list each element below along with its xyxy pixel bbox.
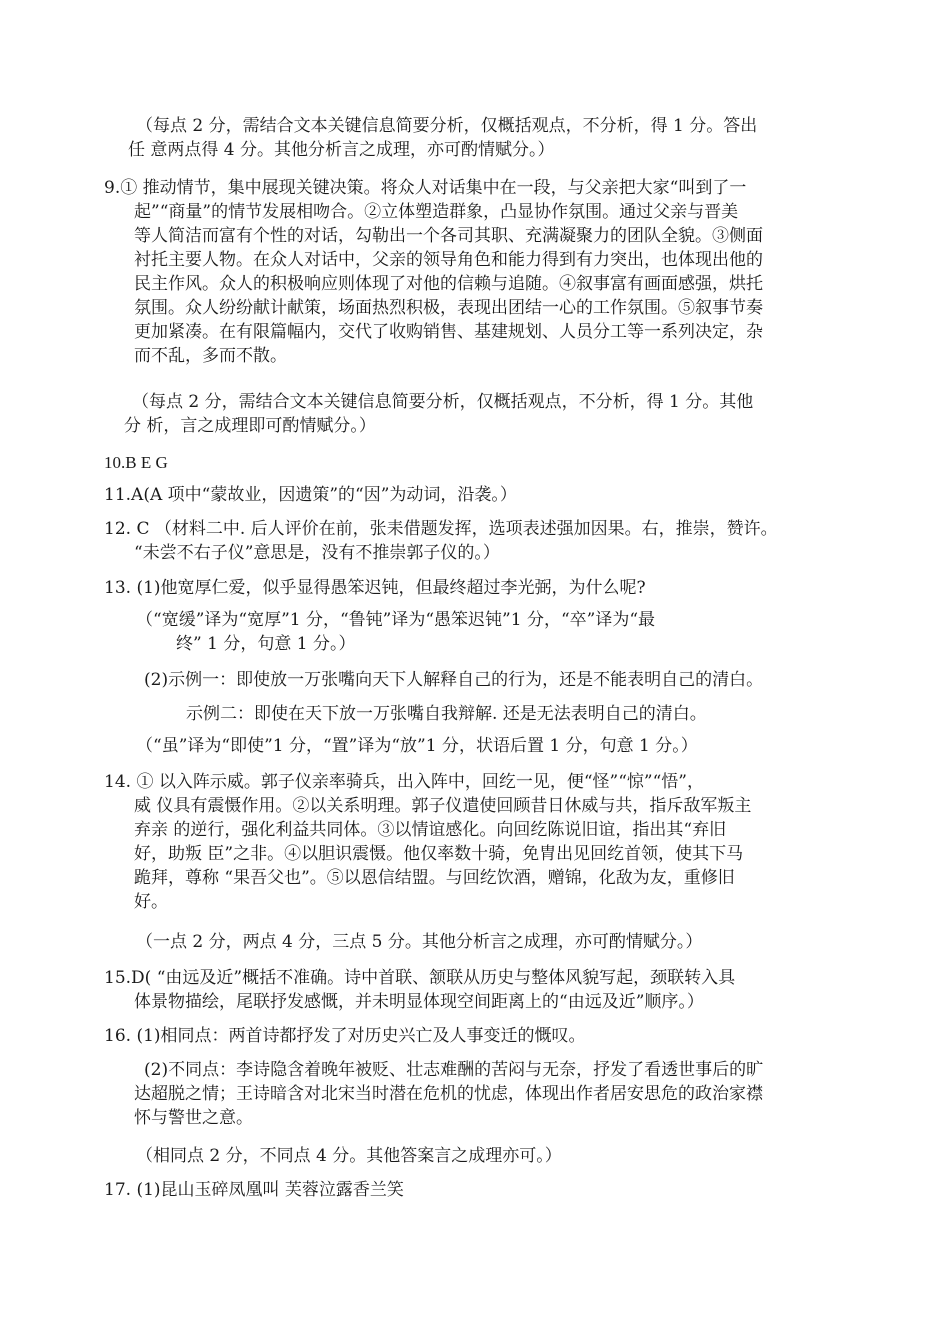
- q9-line-7: 更加紧凑。在有限篇幅内，交代了收购销售、基建规划、人员分工等一系列决定，杂: [134, 322, 763, 342]
- q14-line-5: 跪拜，尊称 “果吾父也”。⑤以恩信结盟。与回纥饮酒，赠锦，化敌为友，重修旧: [134, 868, 735, 888]
- q10-line: 10.B E G: [104, 453, 168, 472]
- q16-part-2-line-3: 怀与警世之意。: [134, 1108, 253, 1128]
- q9-line-2: 起”“商量”的情节发展相吻合。②立体塑造群象，凸显协作氛围。通过父亲与晋美: [134, 202, 739, 222]
- q12-line-2: “未尝不右子仪”意思是，没有不推崇郭子仪的。）: [134, 543, 500, 563]
- q9-line-1: 9.① 推动情节，集中展现关键决策。将众人对话集中在一段，与父亲把大家“叫到了一: [104, 178, 747, 198]
- q16-part-2-line-1: (2)不同点：李诗隐含着晚年被贬、壮志难酬的苦闷与无奈，抒发了看透世事后的旷: [144, 1060, 764, 1080]
- q14-scoring-note: [136, 930, 702, 954]
- q16-scoring-note: [136, 1144, 562, 1168]
- q9-line-8: 而不乱，多而不散。: [134, 346, 287, 366]
- q8-note-line-1: （每点 2 分，需结合文本关键信息简要分析，仅概括观点，不分析，得 1 分。答出: [136, 116, 758, 136]
- q16-answer: [104, 1024, 586, 1048]
- q11-line: 11.A(A 项中“蒙故业，因遗策”的“因”为动词，沿袭。）: [104, 485, 517, 505]
- q13-note-1-line-1: （“宽缓”译为“宽厚”1 分，“鲁钝”译为“愚笨迟钝”1 分，“卒”译为“最: [136, 610, 656, 630]
- q15-answer: [104, 966, 735, 1014]
- q13-part-1: 13. (1)他宽厚仁爱，似乎显得愚笨迟钝，但最终超过李光弼，为什么呢?: [104, 578, 646, 598]
- q14-line-2: 威 仪具有震慑作用。②以关系明理。郭子仪遣使回顾昔日休威与共，指斥敌军叛主: [134, 796, 752, 816]
- q15-line-1: 15.D( “由远及近”概括不准确。诗中首联、颔联从历史与整体风貌写起，颈联转入具: [104, 968, 736, 988]
- q13-part-2: [144, 668, 763, 692]
- q12-line-1: 12. C （材料二中. 后人评价在前，张耒借题发挥，选项表述强加因果。右，推崇，赞许。: [104, 519, 778, 539]
- q9-line-5: 民主作风。众人的积极响应则体现了对他的信赖与追随。④叙事富有画面感强，烘托: [134, 274, 763, 294]
- q11-answer: [104, 483, 517, 507]
- q13-example-2: 示例二：即使在天下放一万张嘴自我辩解. 还是无法表明自己的清白。: [186, 704, 707, 724]
- q13-note-1-line-2: 终” 1 分，句意 1 分。）: [176, 634, 356, 654]
- q9-line-4: 衬托主要人物。在众人对话中，父亲的领导角色和能力得到有力突出，也体现出他的: [134, 250, 763, 270]
- q16-part-2-line-2: 达超脱之情；王诗暗含对北宋当时潜在危机的忧虑，体现出作者居安思危的政治家襟: [134, 1084, 763, 1104]
- q16-part-2: [134, 1058, 764, 1130]
- q8-scoring-note: [128, 114, 758, 162]
- q9-scoring-note: [124, 390, 754, 438]
- q8-note-line-2: 任 意两点得 4 分。其他分析言之成理，亦可酌情赋分。）: [128, 140, 555, 160]
- q13-part-2-example-2: [186, 702, 707, 726]
- q10-answer: [104, 451, 168, 475]
- q9-line-3: 等人简洁而富有个性的对话，勾勒出一个各司其职、充满凝聚力的团队全貌。③侧面: [134, 226, 763, 246]
- q12-answer: [104, 517, 778, 565]
- q14-line-6: 好。: [134, 892, 168, 912]
- q14-line-3: 弃亲 的逆行，强化利益共同体。③以情谊感化。向回纥陈说旧谊，指出其“弃旧: [134, 820, 727, 840]
- q17-part-1: 17. (1)昆山玉碎凤凰叫 芙蓉泣露香兰笑: [104, 1180, 404, 1200]
- q14-note: （一点 2 分，两点 4 分，三点 5 分。其他分析言之成理，亦可酌情赋分。）: [136, 932, 703, 952]
- q16-note: （相同点 2 分，不同点 4 分。其他答案言之成理亦可。）: [136, 1146, 562, 1166]
- q13-example-1: (2)示例一：即使放一万张嘴向天下人解释自己的行为，还是不能表明自己的清白。: [144, 670, 764, 690]
- q13-answer: [104, 576, 646, 600]
- q13-scoring-note-1: [136, 608, 655, 656]
- q9-answer: [104, 176, 763, 368]
- q14-answer: [104, 770, 751, 914]
- q13-scoring-note-2: [136, 734, 698, 758]
- q15-line-2: 体景物描绘，尾联抒发感慨，并未明显体现空间距离上的“由远及近”顺序。）: [134, 992, 704, 1012]
- q14-line-1: 14. ① 以入阵示威。郭子仪亲率骑兵，出入阵中，回纥一见，便“怪”“惊”“悟”，: [104, 772, 704, 792]
- q9-line-6: 氛围。众人纷纷献计献策，场面热烈积极，表现出团结一心的工作氛围。⑤叙事节奏: [134, 298, 763, 318]
- q16-part-1: 16. (1)相同点：两首诗都抒发了对历史兴亡及人事变迁的慨叹。: [104, 1026, 586, 1046]
- q13-note-2: （“虽”译为“即使”1 分，“置”译为“放”1 分，状语后置 1 分，句意 1 分。）: [136, 736, 698, 756]
- q9-note-line-1: （每点 2 分，需结合文本关键信息简要分析，仅概括观点，不分析，得 1 分。其他: [132, 392, 754, 412]
- q9-note-line-2: 分 析，言之成理即可酌情赋分。）: [124, 416, 376, 436]
- q14-line-4: 好，助叛 臣”之非。④以胆识震慑。他仅率数十骑，免胄出见回纥首领，使其下马: [134, 844, 744, 864]
- q17-answer: [104, 1178, 404, 1202]
